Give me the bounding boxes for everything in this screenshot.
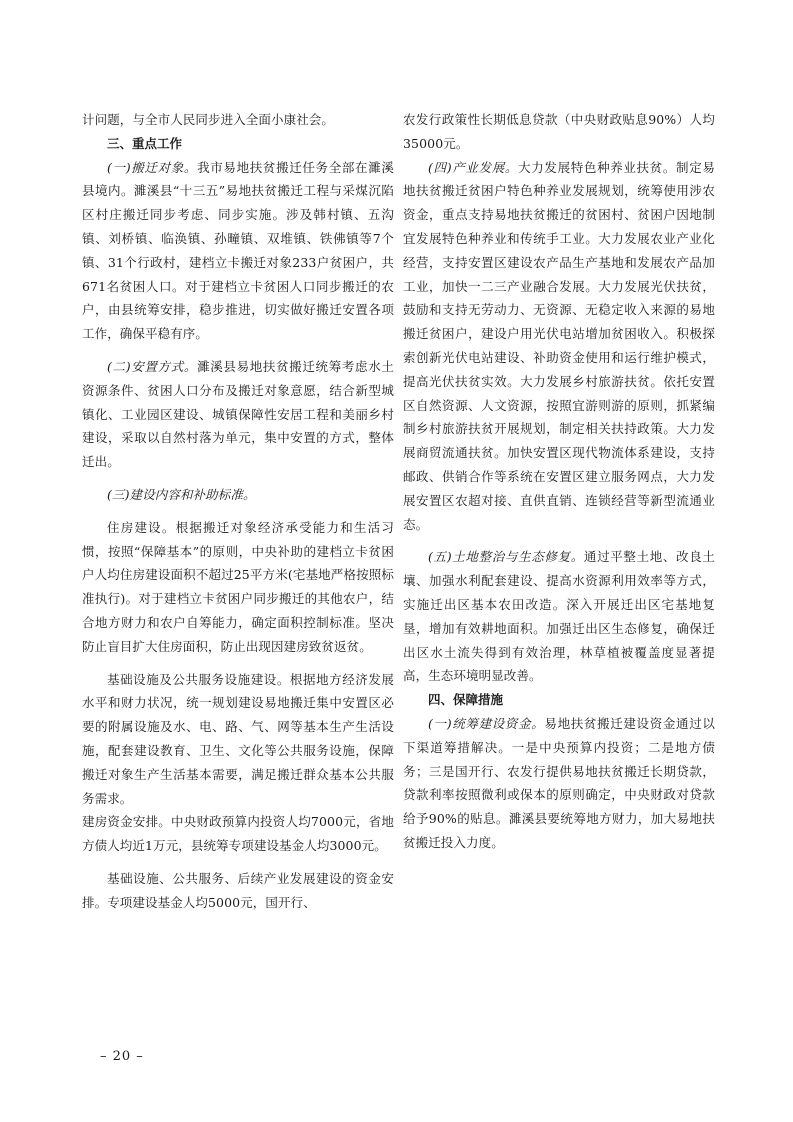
body-resettlement-method: 濉溪县易地扶贫搬迁统筹考虑水土资源条件、贫困人口分布及搬迁对象意愿，结合新型城镇化、工业园区建设、城镇保障性安居工程和美丽乡村建设，采取以自然村落为单元，集中安置的方式，整体迁出。 bbox=[82, 358, 394, 470]
subheading-resettlement-method: (二)安置方式。 bbox=[107, 358, 198, 374]
body-land-remediation: 通过平整土地、改良土壤、加强水利配套建设、提高水资源利用效率等方式，实施迁出区基本农田改造。深入开展迁出区宅基地复垦，增加有效耕地面积。加强迁出区生态修复，确保迁出区水土流失得到有效治理，林草植被覆盖度显著提高，生态环境明显改善。 bbox=[403, 549, 715, 684]
paragraph-funding bbox=[403, 712, 715, 855]
page-number: – 20 – bbox=[100, 1049, 144, 1064]
paragraph-housing-funds: 建房资金安排。中央财政预算内投资人均7000元，省地方债人均近1万元，县统筹专项建设基金人均3000元。 bbox=[82, 814, 394, 854]
paragraph-continuation: 计问题，与全市人民同步进入全面小康社会。 bbox=[82, 112, 335, 127]
paragraph-infrastructure: 基础设施及公共服务设施建设。根据地方经济发展水平和财力状况，统一规划建设易地搬迁集中安置区必要的附属设施及水、电、路、气、网等基本生产生活设施，配套建设教育、卫生、文化等公共服务设施，保障搬迁对象生产生活基本需要，满足搬迁群众基本公共服务需求。 bbox=[82, 671, 394, 806]
left-column bbox=[82, 108, 394, 915]
paragraph-loan-continuation: 农发行政策性长期低息贷款（中央财政贴息90%）人均35000元。 bbox=[403, 112, 715, 151]
right-column bbox=[403, 108, 715, 855]
subheading-industry-development: (四)产业发展。 bbox=[428, 159, 519, 175]
paragraph-resettlement-method bbox=[82, 355, 394, 474]
paragraph-housing-construction: 住房建设。根据搬迁对象经济承受能力和生活习惯，按照“保障基本”的原则，中央补助的建档立卡贫困户人均住房建设面积不超过25平方米(宅基地严格按照标准执行)。对于建档立卡贫困户同步搬迁的其他农户，结合地方财力和农户自筹能力，确定面积控制标准。坚决防止盲目扩大住房面积，防止出现因建房致贫返贫。 bbox=[82, 519, 394, 654]
paragraph-infrastructure-funds: 基础设施、公共服务、后续产业发展建设的资金安排。专项建设基金人均5000元，国开行、 bbox=[82, 870, 394, 910]
section-heading-safeguards: 四、保障措施 bbox=[428, 692, 504, 708]
subheading-construction-subsidy: (三)建设内容和补助标准。 bbox=[107, 486, 256, 502]
subheading-relocation-targets: (一)搬迁对象。 bbox=[107, 159, 198, 175]
subheading-land-remediation: (五)土地整治与生态修复。 bbox=[428, 549, 584, 565]
paragraph-industry-development bbox=[403, 156, 715, 537]
body-industry-development: 大力发展特色种养业扶贫。制定易地扶贫搬迁贫困户特色种养业发展规划，统筹使用涉农资金，重点支持易地扶贫搬迁的贫困村、贫困户因地制宜发展特色种养业和传统手工业。大力发展农业产业化经营，支持安置区建设农产品生产基地和发展农产品加工业，加快一二三产业融合发展。大力发展光伏扶贫，鼓励和支持无劳动力、无资源、无稳定收入来源的易地搬迁贫困户，建设户用光伏电站增加贫困收入。积极探索创新光伏电站建设、补助资金使用和运行维护模式，提高光伏扶贫实效。大力发展乡村旅游扶贫。依托安置区自然资源、人文资源，按照宜游则游的原则，抓紧编制乡村旅游扶贫开展规划，制定相关扶持政策。大力发展商贸流通扶贫。加快安置区现代物流体系建设，支持邮政、供销合作等系统在安置区建立服务网点，大力发展安置区农超对接、直供直销、连锁经营等新型流通业态。 bbox=[403, 159, 715, 532]
body-funding: 易地扶贫搬迁建设资金通过以下渠道筹措解决。一是中央预算内投资；二是地方债务；三是国开行、农发行提供易地扶贫搬迁长期贷款，贷款利率按照微利或保本的原则确定，中央财政对贷款给予90%的贴息。濉溪县要统筹地方财力，加大易地扶贫搬迁投入力度。 bbox=[403, 715, 715, 850]
paragraph-relocation-targets bbox=[82, 156, 394, 346]
section-heading-key-work: 三、重点工作 bbox=[107, 135, 183, 151]
subheading-funding: (一)统筹建设资金。 bbox=[428, 715, 545, 731]
paragraph-land-remediation bbox=[403, 545, 715, 688]
body-relocation-targets: 我市易地扶贫搬迁任务全部在濉溪县境内。濉溪县“十三五”易地扶贫搬迁工程与采煤沉陷区村庄搬迁同步考虑、同步实施。涉及韩村镇、五沟镇、刘桥镇、临涣镇、孙疃镇、双堆镇、铁佛镇等7个镇、31个行政村，建档立卡搬迁对象233户贫困户，共671名贫困人口。对于建档立卡贫困人口同步搬迁的农户，由县统筹安排，稳步推进，切实做好搬迁安置各项工作，确保平稳有序。 bbox=[82, 159, 394, 342]
